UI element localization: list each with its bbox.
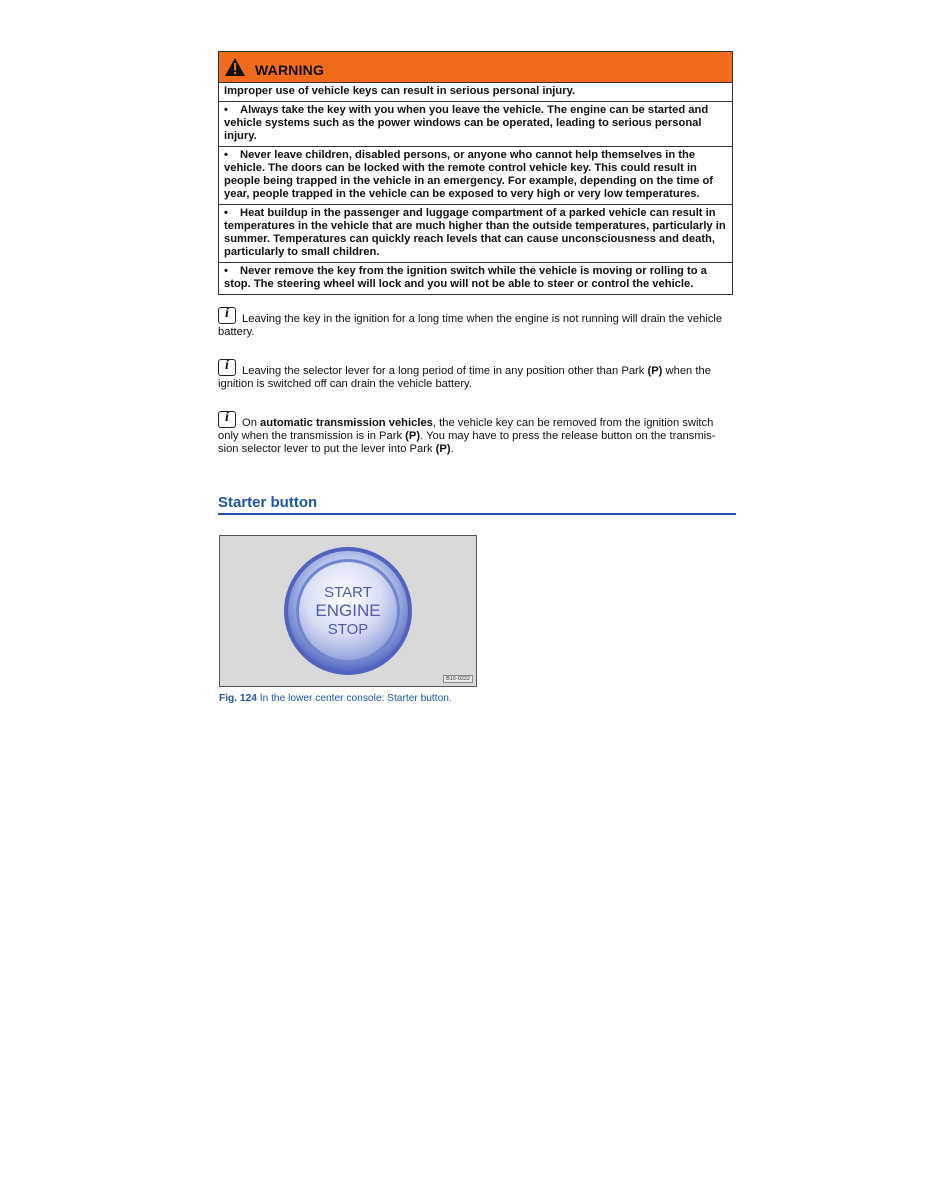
warning-bullet-text: Always take the key with you when you leave the vehicle. The engine can be started and vehicle systems such as the power windows can be operated, leading to serious personal injury. [224,104,709,142]
warning-triangle-icon [224,57,246,77]
warning-header [219,52,732,83]
info-icon [218,359,236,376]
button-label-engine: ENGINE [315,601,381,620]
note-emphasis: (P) [405,430,421,442]
bullet-icon: • [224,149,228,161]
note-text: , the vehicle key can be removed from the ignition switch only when the transmission is in Park [218,417,714,442]
note-text: On [242,417,261,429]
warning-bullet-text: Heat buildup in the passenger and luggage compartment of a parked vehicle can result in temperatures in the vehicle that are much higher than the outside temperatures, particularly in summer. Temperatures can quickly reach levels that can cause unconsciousness and death, particularly to small children. [224,207,726,258]
image-id-label: B16-0222 [443,675,473,683]
info-glyph: i [225,410,229,425]
note-text: Leaving the key in the ignition for a long time when the engine is not running will drain the vehicle battery. [218,313,723,338]
info-glyph: i [225,358,229,373]
warning-bullet [219,102,732,147]
figure-caption [219,693,452,704]
info-icon [218,411,236,428]
note-text: . You may have to press the release button on the transmis-sion selector lever to put the lever into Park [218,430,716,455]
note-text: Leaving the selector lever for a long period of time in any position other than Park [242,365,648,377]
bullet-icon: • [224,265,228,277]
note-text: when the ignition is switched off can drain the vehicle battery. [218,365,711,390]
bullet-icon: • [224,207,228,219]
starter-button-figure [219,535,477,687]
button-label-start: START [324,584,372,601]
note-emphasis: automatic transmission vehicles [260,417,433,429]
info-note-automatic-transmission [218,411,735,456]
start-engine-stop-button-icon [220,536,476,686]
info-note-battery-key [218,307,735,339]
note-emphasis: (P) [647,365,663,377]
section-heading: Starter button [218,494,318,511]
note-emphasis: (P) [435,443,451,455]
button-label-stop: STOP [327,621,369,638]
note-text: . [450,443,454,455]
section-divider [218,513,736,515]
info-note-selector-lever [218,359,735,391]
warning-box [218,51,733,295]
warning-bullet-text: Never leave children, disabled persons, or anyone who cannot help themselves in the vehicle. The doors can be locked with the remote control vehicle key. This could result in people being trapped in the vehicle in an emergency. For example, depending on the time of year, people trapped in the vehicle can be exposed to very high or very low temperatures. [224,149,714,200]
warning-bullet [219,263,732,294]
warning-bullet-text: Never remove the key from the ignition switch while the vehicle is moving or rolling to a stop. The steering wheel will lock and you will not be able to steer or control the vehicle. [224,265,707,290]
warning-intro-text: Improper use of vehicle keys can result in serious personal injury. [224,85,576,97]
info-icon [218,307,236,324]
figure-number: Fig. 124 [219,693,257,704]
warning-title: WARNING [255,61,325,78]
warning-bullet [219,205,732,263]
warning-intro [219,83,732,102]
bullet-icon: • [224,104,228,116]
info-glyph: i [225,306,229,321]
warning-bullet [219,147,732,205]
figure-caption-text: In the lower center console: Starter button. [256,693,452,704]
